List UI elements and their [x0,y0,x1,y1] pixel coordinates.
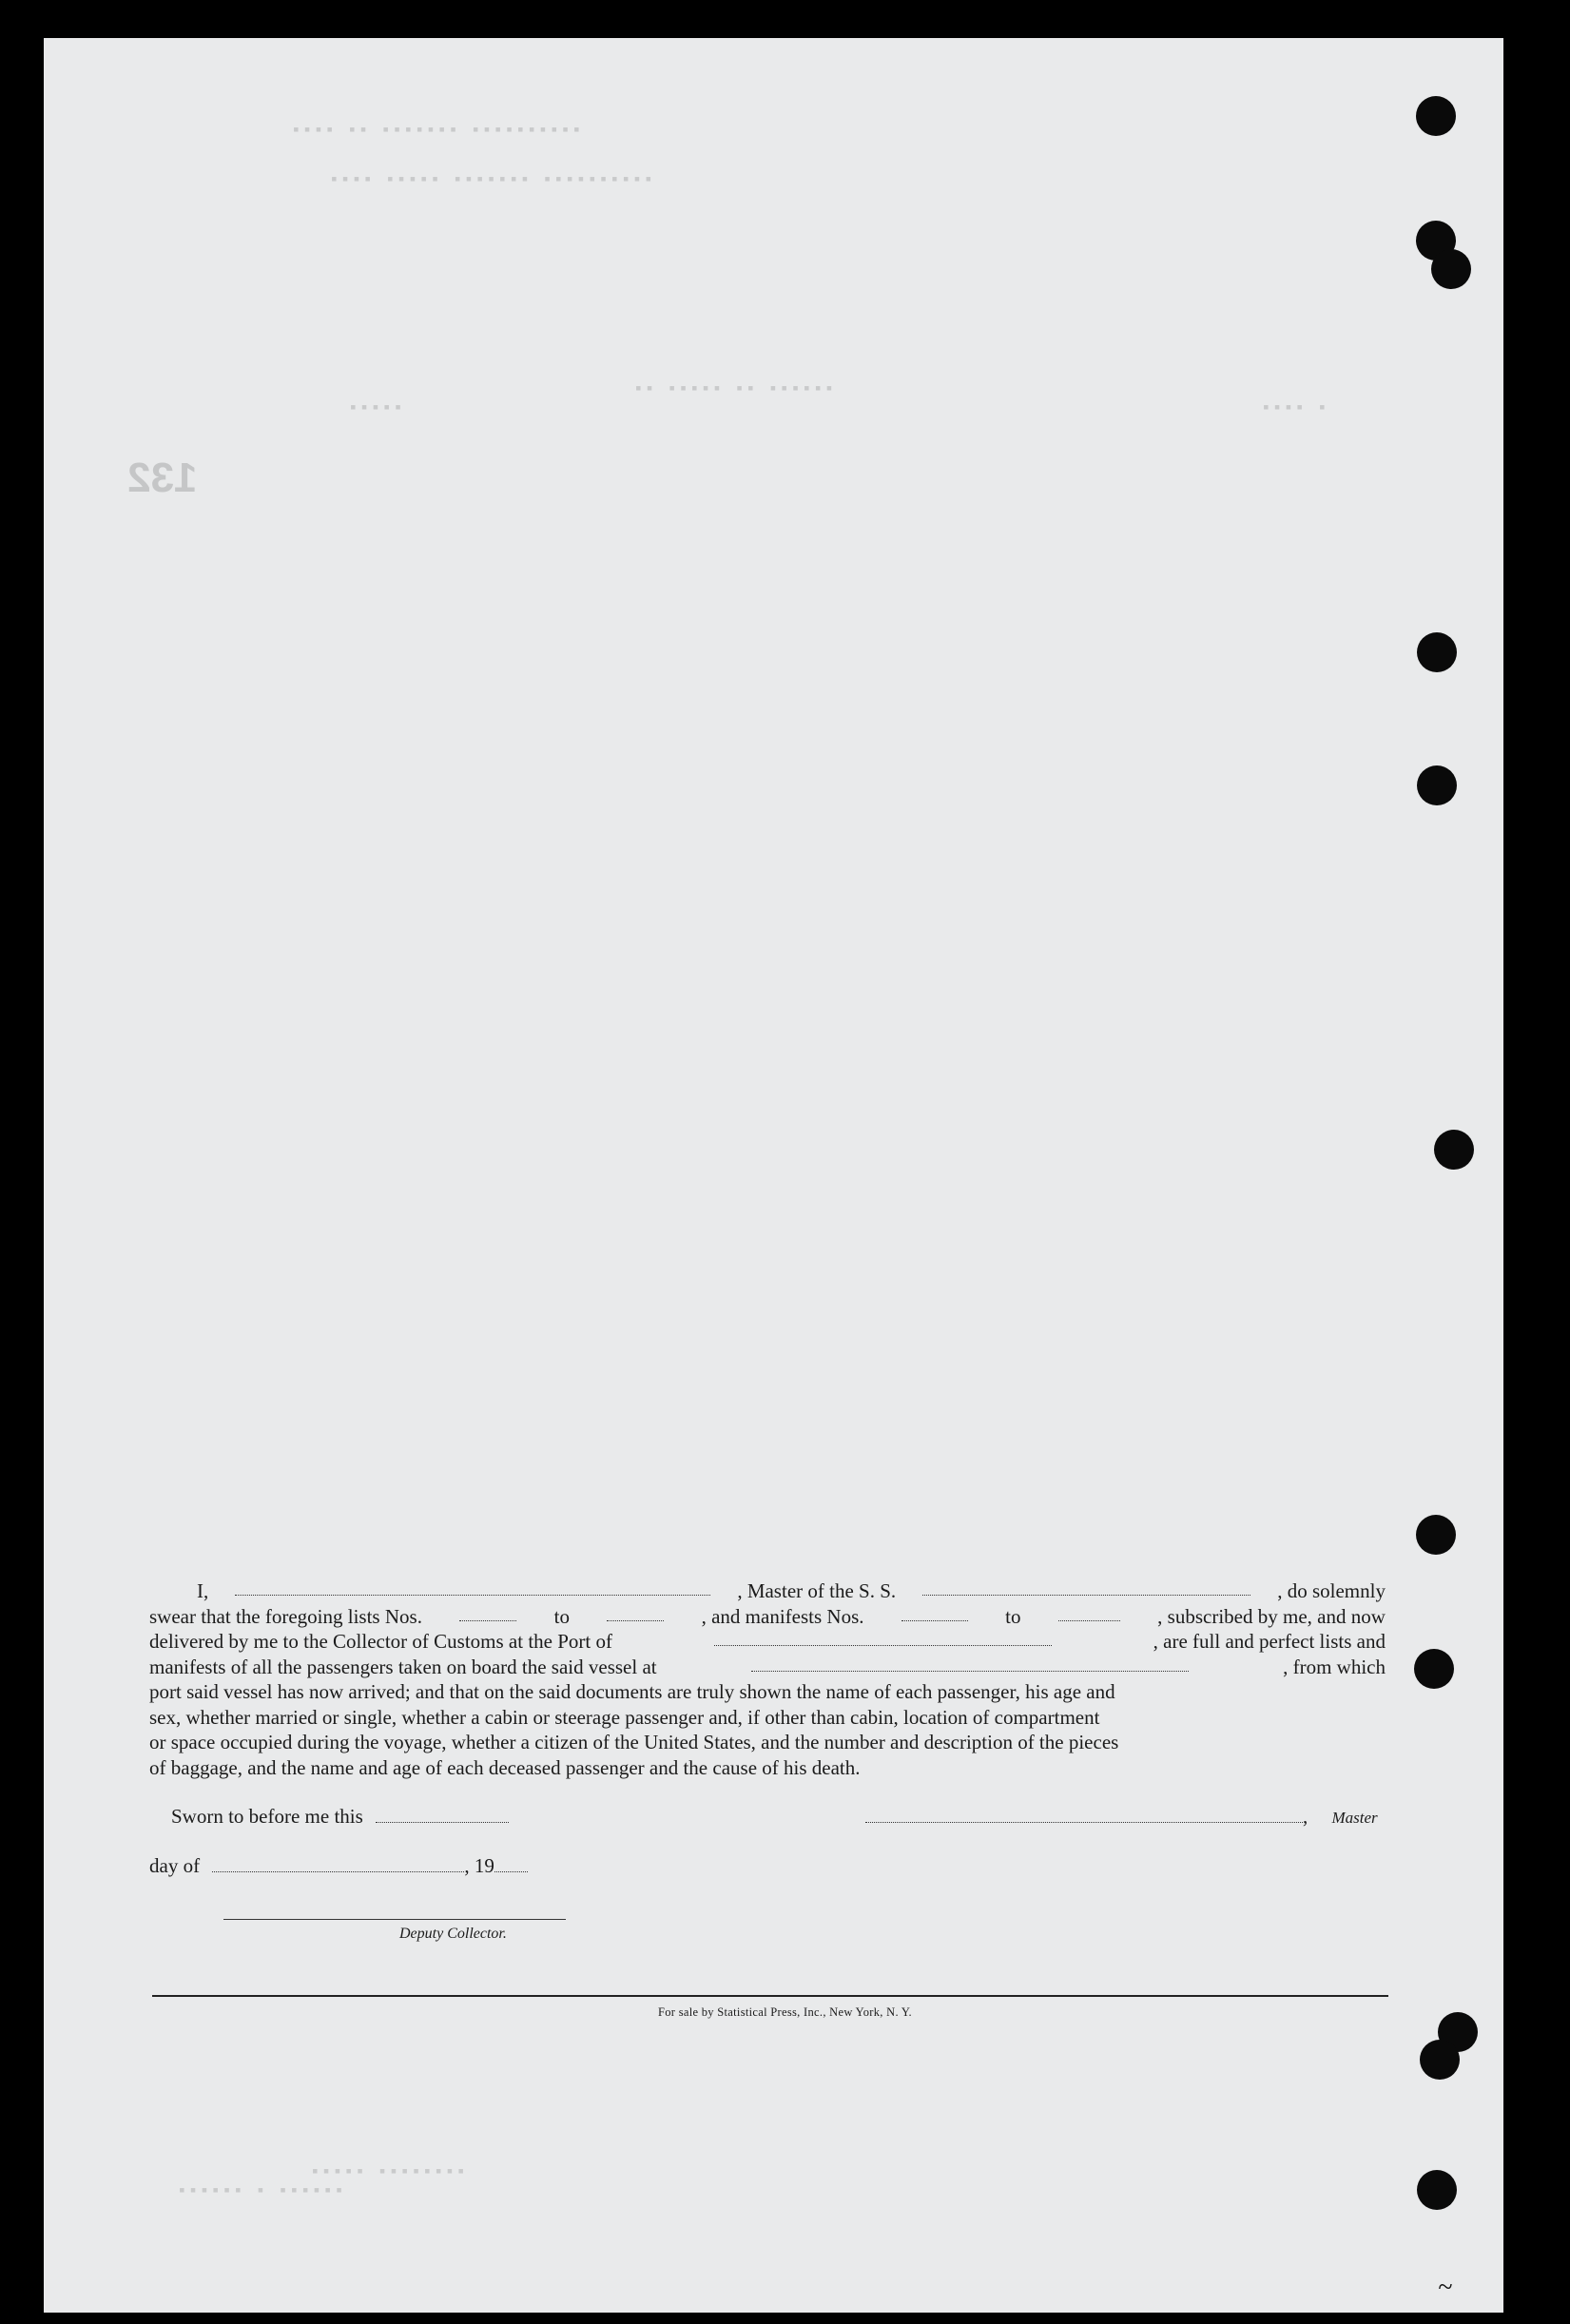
binder-hole [1417,765,1457,805]
bleed-through-text: ▪▪▪▪ ▪ [1261,399,1328,418]
year-field[interactable] [494,1855,528,1872]
oath-text: manifests of all the passengers taken on board the said vessel at [149,1655,657,1678]
master-name-field[interactable] [235,1578,710,1596]
bleed-through-text: ▪▪▪▪▪ ▪▪▪▪▪▪▪▪ [310,2163,468,2182]
bleed-through-text: ▪▪▪▪ ▪▪▪▪▪ ▪▪▪▪▪▪▪ ▪▪▪▪▪▪▪▪▪▪ [329,171,655,190]
binder-hole [1434,1130,1474,1170]
manifest-to-field[interactable] [1058,1604,1120,1621]
oath-text: , from which [1283,1655,1386,1678]
oath-text: I, [197,1579,209,1602]
bleed-through-text: ▪▪▪▪▪▪ ▪ ▪▪▪▪▪▪ [177,2182,346,2201]
oath-text: , Master of the S. S. [737,1579,897,1602]
deputy-signature-line[interactable] [223,1919,566,1920]
list-from-field[interactable] [459,1604,516,1621]
oath-line [149,1755,1386,1781]
master-oath-paragraph [149,1578,1386,1780]
bleed-through-text: ▪▪▪▪ ▪▪ ▪▪▪▪▪▪▪ ▪▪▪▪▪▪▪▪▪▪ [291,122,583,141]
oath-line [149,1730,1386,1755]
master-signature-field[interactable] [865,1806,1303,1823]
sworn-day-field[interactable] [376,1806,509,1823]
bleed-through-number: 132 [127,455,198,501]
ship-name-field[interactable] [922,1578,1250,1596]
oath-text: of baggage, and the name and age of each deceased passenger and the cause of his death. [149,1755,861,1779]
oath-text: , subscribed by me, and now [1157,1604,1386,1628]
oath-text: swear that the foregoing lists Nos. [149,1604,422,1628]
binder-hole [1414,1649,1454,1689]
deputy-collector-label: Deputy Collector. [399,1926,507,1942]
binder-hole [1420,2040,1460,2080]
master-signature-line: , Master [865,1805,1378,1829]
embarkation-port-field[interactable] [751,1655,1189,1672]
oath-line [149,1655,1386,1680]
binder-hole [1417,2170,1457,2210]
binder-hole [1416,1515,1456,1555]
year-prefix: , 19 [464,1854,494,1877]
sworn-line [171,1805,509,1829]
oath-text: , do solemnly [1277,1579,1386,1602]
binder-hole [1416,96,1456,136]
oath-line [149,1679,1386,1705]
oath-text: , are full and perfect lists and [1153,1630,1386,1653]
month-field[interactable] [212,1855,464,1872]
oath-text: to [553,1604,570,1628]
oath-line [149,1604,1386,1630]
date-line [149,1854,528,1878]
oath-text: , and manifests Nos. [701,1604,864,1628]
oath-text: to [1005,1604,1021,1628]
bleed-through-text: ▪▪ ▪▪▪▪▪ ▪▪ ▪▪▪▪▪▪ [633,380,836,399]
bleed-through-text: ▪▪▪▪▪ [348,399,405,418]
footer-divider [152,1995,1388,1997]
day-of-label: day of [149,1854,201,1877]
handwritten-mark: ~ [1438,2273,1453,2302]
oath-line [149,1578,1386,1604]
oath-text: port said vessel has now arrived; and that on the said documents are truly shown the name of each passenger, his age and [149,1680,1115,1703]
oath-line [149,1629,1386,1655]
binder-hole [1431,249,1471,289]
oath-text: sex, whether married or single, whether a cabin or steerage passenger and, if other than cabin, location of compartment [149,1705,1100,1729]
sworn-label: Sworn to before me this [171,1805,363,1828]
oath-line [149,1705,1386,1731]
list-to-field[interactable] [607,1604,664,1621]
oath-text: or space occupied during the voyage, whether a citizen of the United States, and the number and description of the pieces [149,1731,1119,1753]
port-field[interactable] [714,1629,1052,1646]
document-page [44,38,1503,2313]
binder-hole [1417,632,1457,672]
manifest-from-field[interactable] [901,1604,968,1621]
publisher-footer: For sale by Statistical Press, Inc., New York, N. Y. [658,2005,912,2019]
master-label: Master [1331,1809,1378,1827]
oath-text: delivered by me to the Collector of Customs at the Port of [149,1630,612,1653]
